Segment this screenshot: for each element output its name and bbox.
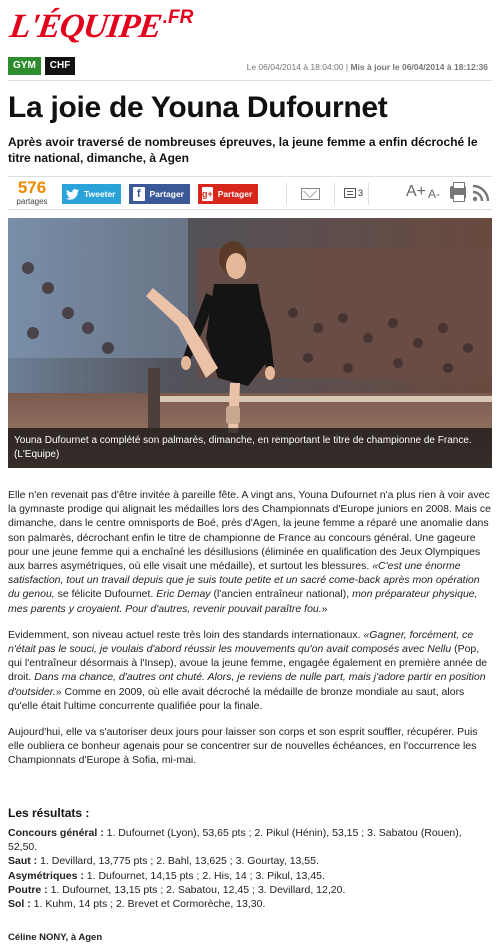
lequipe-logo[interactable]: [7, 7, 194, 48]
text-span: »: [321, 602, 328, 615]
paragraph-1: [8, 488, 492, 616]
twitter-label: Tweeter: [84, 189, 116, 199]
results-list: [8, 826, 492, 911]
text-span: se félicite Dufournet.: [54, 588, 157, 601]
tag-gym[interactable]: GYM: [8, 57, 41, 75]
result-text: 1. Devillard, 13,775 pts ; 2. Bahl, 13,625 ; 3. Gourtay, 13,55.: [37, 855, 319, 868]
share-count-number: 576: [17, 178, 47, 197]
quote-span: «Gagner, forcément, ce n'était pas le souci, je voulais d'abord réussir les mouvements qu'on avait composés avec Nellu: [8, 628, 474, 656]
divider: [8, 80, 492, 81]
author-signature: Céline NONY, à Agen: [8, 932, 103, 943]
result-label: Asymétriques :: [8, 869, 84, 882]
comments-count: 3: [358, 188, 364, 198]
updated-date: 06/04/2014 à 18:12:36: [401, 62, 488, 72]
tag-chf[interactable]: CHF: [45, 57, 76, 75]
result-label: Saut :: [8, 855, 38, 868]
separator: [334, 183, 335, 205]
google-plus-icon: g+: [202, 189, 213, 199]
google-plus-share-button[interactable]: [198, 184, 258, 204]
result-text: 1. Dufournet (Lyon), 53,65 pts ; 2. Pikul (Hénin), 53,15 ; 3. Sabatou (Rouen), 52,50.: [8, 827, 462, 854]
text-span: » Comme en 2009, où elle avait décroché la médaille de bronze mondiale au saut, alors qu'elle était l'ultime concurrente qualifiée pour la finale.: [8, 685, 465, 712]
result-row: [8, 869, 492, 883]
comment-icon: [344, 188, 356, 198]
published-date: Le 06/04/2014 à 18:04:00: [246, 62, 344, 72]
result-row: [8, 826, 492, 854]
result-label: Concours général :: [8, 827, 104, 839]
text-span: (l'ancien entraîneur national),: [210, 588, 353, 601]
category-tags: [8, 57, 75, 75]
rss-icon[interactable]: [472, 184, 490, 202]
quote-span: Dans ma chance, d'autres ont chuté. Alors, je reviens de nulle part, mais j'adore partir en position d'outsider.: [8, 671, 486, 698]
result-label: Poutre :: [8, 883, 48, 896]
text-span: (Pop, qui l'entraîneur désormais à l'Insep), avoue la jeune femme, engagée également en première année de droit.: [8, 643, 488, 684]
result-text: 1. Dufournet, 14,15 pts ; 2. His, 14 ; 3. Pikul, 13,45.: [83, 869, 325, 882]
logo-ext: .FR: [162, 7, 194, 28]
quote-span: mon préparateur physique, mes parents y croyaient. Pour d'autres, revenir pouvait paraître fou.: [8, 588, 478, 615]
facebook-label: Partager: [149, 189, 184, 199]
text-span: Elle n'en revenait pas d'être invitée à pareille fête. A vingt ans, Youna Dufournet n'a plus rien à voir avec la gymnaste prodige qui alignait les médailles lors des Championnats d'Europe juniors en 2008. Mais ce dimanche, dans le centre omnisports de Boé, près d'Agen, la jeune femme a réparé une anomalie dans son palmarès, décrochant enfin le titre de championne de France au concours général. Une gageure pour une jeune femme qui a enchaîné les désillusions (éliminée en qualification des Jeux Olympiques aux barres asymétriques, où elle visait une médaille), et surtout les blessures.: [8, 489, 491, 573]
print-icon[interactable]: [450, 186, 466, 199]
font-decrease-button[interactable]: A-: [428, 187, 440, 201]
quote-span: «C'est une énorme satisfaction, tout un travail depuis que je suis toute petite et un sacré come-back après mon opération du genou,: [8, 560, 480, 601]
results-title: Les résultats :: [8, 806, 90, 820]
photo-caption: Youna Dufournet a complété son palmarès, dimanche, en remportant le titre de championne de France. (L'Equipe): [8, 428, 492, 468]
facebook-icon: f: [133, 187, 145, 201]
paragraph-2: [8, 628, 492, 713]
logo-main: L'ÉQUIPE: [7, 8, 164, 45]
font-increase-button[interactable]: A+: [406, 183, 427, 200]
result-row: [8, 854, 492, 868]
updated-prefix: Mis à jour le: [350, 62, 400, 72]
article-title: La joie de Youna Dufournet: [8, 91, 388, 124]
facebook-share-button[interactable]: [129, 184, 190, 204]
result-row: [8, 883, 492, 897]
google-plus-label: Partager: [217, 189, 253, 199]
twitter-bird-icon: [66, 187, 79, 201]
result-text: 1. Kuhm, 14 pts ; 2. Brevet et Cormorèche, 13,30.: [30, 898, 266, 911]
text-span: Evidemment, son niveau actuel reste très loin des standards internationaux.: [8, 628, 364, 641]
quote-span: Eric Demay: [156, 588, 211, 601]
separator: [286, 183, 287, 205]
twitter-share-button[interactable]: [62, 184, 121, 204]
result-text: 1. Dufournet, 13,15 pts ; 2. Sabatou, 12,45 ; 3. Devillard, 12,20.: [47, 883, 346, 896]
paragraph-3: Aujourd'hui, elle va s'autoriser deux jours pour laisser son corps et son esprit souffler, récupérer. Puis elle oubliera ce bonheur agenais pour se concentrer sur de nouvelles échéances, en l'occurrence les Championnats d'Europe à Sofia, mi-mai.: [8, 726, 478, 767]
separator: [368, 183, 369, 205]
email-icon[interactable]: [301, 188, 320, 200]
share-count: [12, 179, 52, 207]
comments-button[interactable]: [344, 188, 363, 198]
result-row: [8, 897, 492, 911]
share-count-label: partages: [16, 197, 48, 206]
share-bar: [8, 176, 492, 210]
article-body: [8, 488, 492, 780]
article-photo[interactable]: [8, 218, 492, 468]
article-lead: Après avoir traversé de nombreuses épreuves, la jeune femme a enfin décroché le titre national, dimanche, à Agen: [8, 135, 478, 165]
article-dates: Le 06/04/2014 à 18:04:00 | Mis à jour le 06/04/2014 à 18:12:36: [246, 62, 488, 72]
result-label: Sol :: [8, 898, 31, 911]
